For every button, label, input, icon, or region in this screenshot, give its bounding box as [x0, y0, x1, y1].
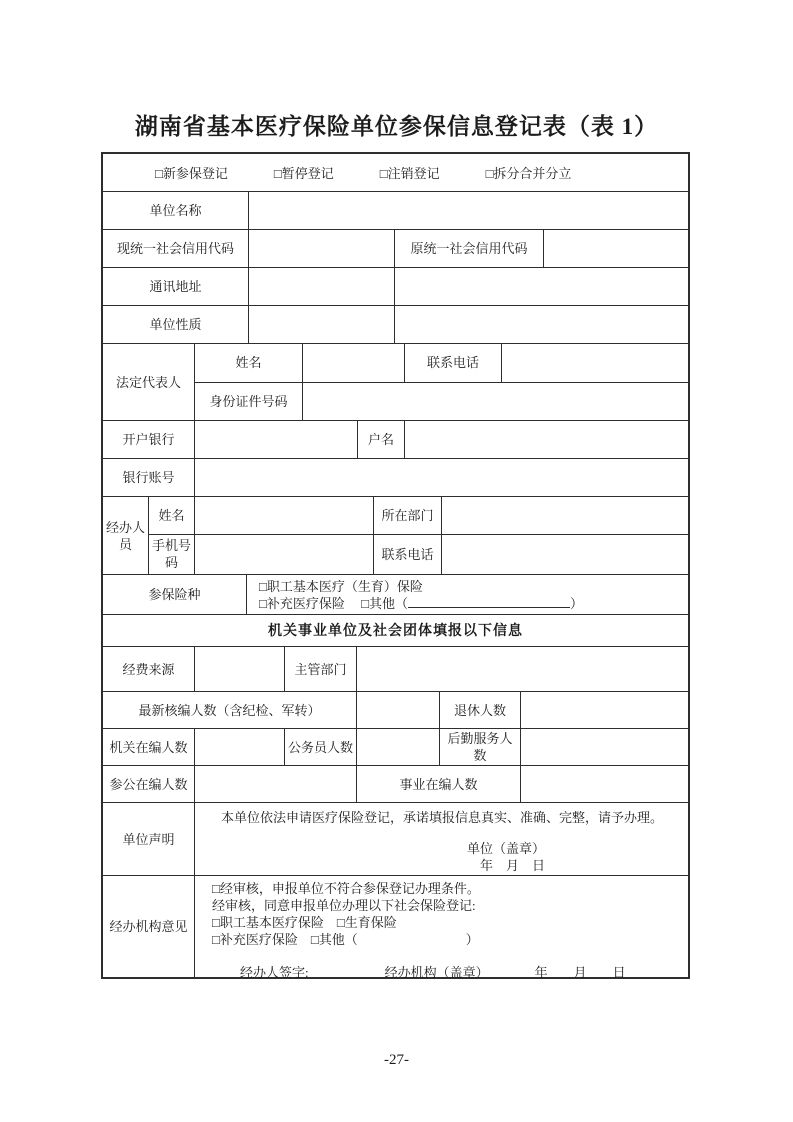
- field-rep-phone: [502, 344, 688, 382]
- row-funding-source: [103, 647, 688, 692]
- label-handler-dept: 所在部门: [374, 497, 442, 534]
- field-bank-account: [195, 459, 688, 496]
- label-supervisor-dept: 主管部门: [285, 647, 357, 691]
- label-rep-phone: 联系电话: [405, 344, 502, 382]
- field-current-credit-code: [249, 230, 395, 267]
- agency-seal-label: 经办机构（盖章）: [384, 965, 489, 980]
- label-logistics-count: 后勤服务人数: [440, 729, 521, 765]
- opinion-approve-text: 经审核，同意申报单位办理以下社会保险登记:: [212, 898, 476, 913]
- label-funding-source: 经费来源: [103, 647, 195, 691]
- unit-seal-line: 单位（盖章）: [466, 841, 545, 856]
- label-handler-mobile: 手机号码: [149, 535, 195, 574]
- label-bank: 开户银行: [103, 421, 195, 458]
- row-bank: [103, 421, 688, 459]
- field-institution-staff-count: [521, 766, 688, 802]
- label-original-credit-code: 原统一社会信用代码: [395, 230, 544, 267]
- agency-date-label: 年 月 日: [534, 965, 626, 980]
- subrow-rep-name: [195, 344, 688, 383]
- row-legal-representative: [103, 344, 688, 421]
- unit-date-line: 年 月 日: [479, 858, 545, 873]
- section-header: 机关事业单位及社会团体填报以下信息: [268, 622, 523, 638]
- row-public-mgmt-staff: [103, 766, 688, 803]
- label-address: 通讯地址: [103, 268, 249, 305]
- declaration-content: [195, 803, 688, 875]
- row-gov-staff: [103, 729, 688, 766]
- label-unit-declaration: 单位声明: [103, 803, 195, 875]
- field-original-credit-code: [544, 230, 688, 267]
- label-pub-mgmt-count: 参公在编人数: [103, 766, 195, 802]
- signer-label: 经办人签字:: [240, 965, 309, 980]
- label-civil-servant-count: 公务员人数: [285, 729, 357, 765]
- field-rep-id-number: [303, 383, 688, 421]
- label-handler: 经办人员: [103, 497, 149, 574]
- row-credit-codes: [103, 230, 688, 268]
- field-civil-servant-count: [357, 729, 440, 765]
- row-unit-declaration: [103, 803, 688, 876]
- field-bank: [195, 421, 358, 458]
- label-account-name: 户名: [358, 421, 405, 458]
- insurance-options: [247, 575, 688, 614]
- label-agency-opinion: 经办机构意见: [103, 876, 195, 977]
- field-staff-quota: [357, 692, 440, 728]
- label-current-credit-code: 现统一社会信用代码: [103, 230, 249, 267]
- field-account-name: [405, 421, 688, 458]
- other-fill-line: [408, 595, 570, 608]
- field-unit-nature-1: [249, 306, 395, 343]
- field-handler-mobile: [195, 535, 374, 574]
- field-supervisor-dept: [357, 647, 688, 691]
- subrow-handler-name: [149, 497, 688, 535]
- label-unit-nature: 单位性质: [103, 306, 249, 343]
- row-unit-name: [103, 192, 688, 230]
- label-institution-staff-count: 事业在编人数: [357, 766, 521, 802]
- label-handler-phone: 联系电话: [374, 535, 442, 574]
- label-staff-quota: 最新核编人数（含纪检、军转）: [103, 692, 357, 728]
- checkbox-basic-maternity: □职工基本医疗保险 □生育保险: [212, 915, 397, 930]
- checkbox-cancel-registration: □注销登记: [379, 166, 440, 181]
- field-retired-count: [521, 692, 688, 728]
- checkbox-not-eligible: □经审核，申报单位不符合参保登记办理条件。: [212, 881, 480, 896]
- field-gov-staff-count: [195, 729, 285, 765]
- field-handler-phone: [442, 535, 688, 574]
- label-rep-id-number: 身份证件号码: [195, 383, 303, 421]
- row-bank-account: [103, 459, 688, 497]
- row-section-header: [103, 615, 688, 647]
- field-pub-mgmt-count: [195, 766, 357, 802]
- field-address-2: [395, 268, 688, 305]
- row-agency-opinion: [103, 876, 688, 980]
- row-unit-nature: [103, 306, 688, 344]
- agency-sign-line: [212, 964, 626, 981]
- field-logistics-count: [521, 729, 688, 765]
- declaration-text: 本单位依法申请医疗保险登记，承诺填报信息真实、准确、完整，请予办理。: [221, 810, 664, 825]
- label-bank-account: 银行账号: [103, 459, 195, 496]
- field-unit-name: [249, 192, 688, 229]
- field-address-1: [249, 268, 395, 305]
- row-staff-quota: [103, 692, 688, 729]
- label-unit-name: 单位名称: [103, 192, 249, 229]
- row-registration-types: [103, 154, 688, 192]
- label-gov-staff-count: 机关在编人数: [103, 729, 195, 765]
- field-rep-name: [303, 344, 405, 382]
- registration-form-table: [101, 152, 690, 979]
- page-number: -27-: [384, 1052, 409, 1068]
- checkbox-new-registration: □新参保登记: [155, 166, 228, 181]
- row-insurance-types: [103, 575, 688, 615]
- field-funding-source: [195, 647, 285, 691]
- legal-representative-subrows: [195, 344, 688, 420]
- field-unit-nature-2: [395, 306, 688, 343]
- label-rep-name: 姓名: [195, 344, 303, 382]
- checkbox-employee-basic-medical: □职工基本医疗（生育）保险: [259, 578, 423, 594]
- checkbox-suspend-registration: □暂停登记: [273, 166, 334, 181]
- row-handler: [103, 497, 688, 575]
- subrow-rep-id: [195, 383, 688, 421]
- label-legal-representative: 法定代表人: [103, 344, 195, 420]
- form-title: 湖南省基本医疗保险单位参保信息登记表（表 1）: [134, 114, 659, 139]
- row-address: [103, 268, 688, 306]
- other-blank-space: [358, 943, 466, 944]
- label-retired-count: 退休人数: [440, 692, 521, 728]
- label-handler-name: 姓名: [149, 497, 195, 534]
- handler-subrows: [149, 497, 688, 574]
- label-insurance-types: 参保险种: [103, 575, 247, 614]
- subrow-handler-mobile: [149, 535, 688, 574]
- field-handler-dept: [442, 497, 688, 534]
- field-handler-name: [195, 497, 374, 534]
- agency-opinion-content: [195, 876, 688, 980]
- checkbox-supplementary-other-agency: □补充医疗保险 □其他（ ）: [212, 932, 479, 947]
- checkbox-supplementary-other: □补充医疗保险 □其他（ ）: [259, 595, 583, 611]
- checkbox-split-merge: □拆分合并分立: [485, 166, 572, 181]
